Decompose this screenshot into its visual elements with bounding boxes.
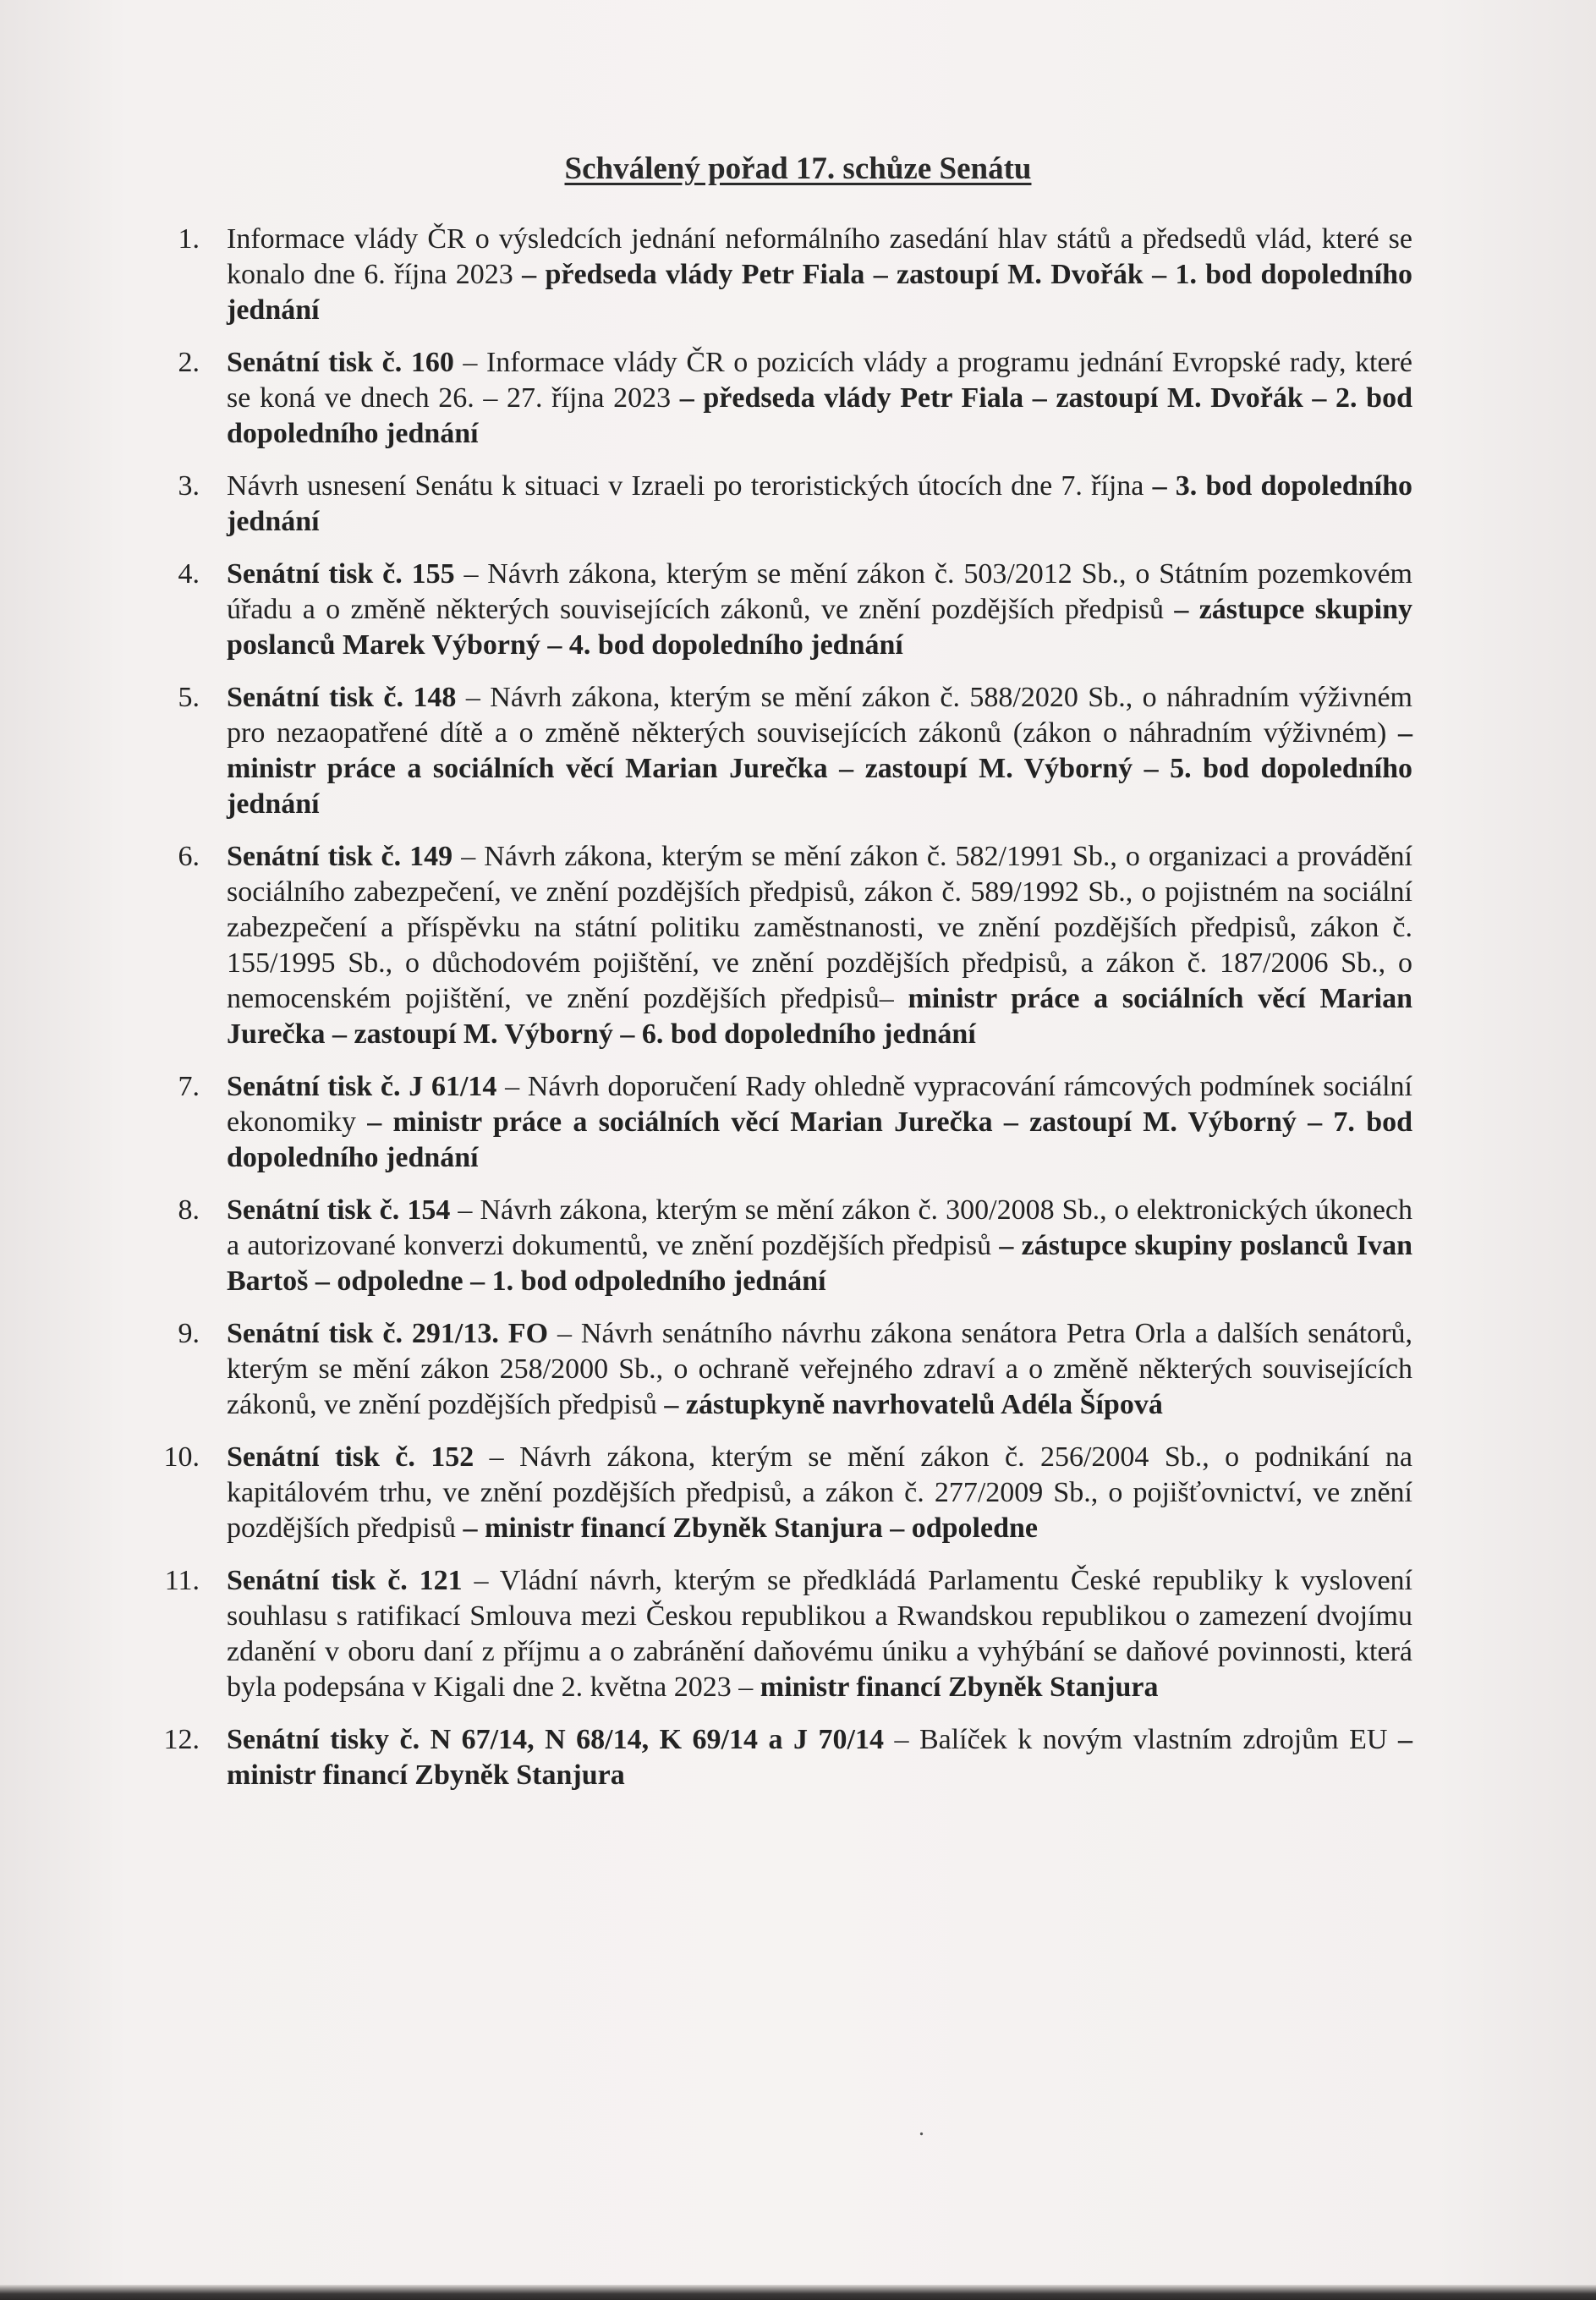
footer-mark: . (919, 2115, 924, 2141)
agenda-item-number: 3. (178, 470, 200, 502)
agenda-item (118, 557, 1412, 663)
agenda-item (118, 1193, 1412, 1299)
agenda-item-bold-text: Senátní tisk č. 152 (227, 1441, 474, 1473)
agenda-item-bold-text: – ministr financí Zbyněk Stanjura – odpoledne (463, 1512, 1039, 1544)
agenda-item-plain-text: – Návrh doporučení Rady ohledně vypracování rámcových podmínek sociální ekonomiky (227, 1071, 1412, 1138)
agenda-item-number: 7. (178, 1071, 200, 1102)
agenda-item-plain-text: – Návrh zákona, kterým se mění zákon č. 588/2020 Sb., o náhradním výživném pro nezaopatřené dítě a o změně některých souvisejících zákonů (zákon o náhradním výživném) (227, 682, 1412, 749)
agenda-item-bold-text: Senátní tisk č. J 61/14 (227, 1071, 497, 1102)
agenda-item-bold-text: – zástupce skupiny poslanců Marek Výborný – 4. bod dopoledního jednání (227, 594, 1413, 661)
agenda-item-text (227, 1565, 1412, 1703)
agenda-item-bold-text: ministr financí Zbyněk Stanjura (760, 1671, 1159, 1703)
agenda-item-text (227, 1318, 1412, 1420)
agenda-item-number: 9. (178, 1318, 200, 1349)
agenda-item-text (227, 470, 1412, 537)
agenda-item-text (227, 347, 1412, 449)
agenda-item-bold-text: Senátní tisk č. 160 (227, 347, 454, 378)
agenda-item-plain-text: – Vládní návrh, kterým se předkládá Parlamentu České republiky k vyslovení souhlasu s ratifikací Smlouva mezi Českou republikou a Rwandskou republikou o zamezení dvojímu zdanění v oboru daní z příjmu a o zabránění daňovému úniku a vyhýbání se daňové povinnosti, která byla podepsána v Kigali dne 2. května 2023 – (227, 1565, 1412, 1703)
agenda-item-number: 12. (163, 1724, 200, 1755)
agenda-item-number: 8. (178, 1194, 200, 1226)
agenda-item (118, 1563, 1412, 1705)
agenda-item-text (227, 1724, 1412, 1791)
agenda-item-text (227, 1071, 1412, 1173)
agenda-item-number: 2. (178, 347, 200, 378)
agenda-item-bold-text: Senátní tisk č. 154 (227, 1194, 451, 1226)
agenda-item-plain-text: Informace vlády ČR o výsledcích jednání neformálního zasedání hlav států a předsedů vlád, které se konalo dne 6. října 2023 (227, 223, 1412, 290)
agenda-item-bold-text: – ministr práce a sociálních věcí Marian Jurečka – zastoupí M. Výborný – 5. bod dopoledního jednání (227, 717, 1412, 820)
agenda-item-number: 1. (178, 223, 200, 255)
agenda-item-text (227, 841, 1412, 1050)
agenda-item-plain-text: – Návrh zákona, kterým se mění zákon č. 256/2004 Sb., o podnikání na kapitálovém trhu, ve znění pozdějších předpisů, a zákon č. 277/2009 Sb., o pojišťovnictví, ve znění pozdějších předpisů (227, 1441, 1412, 1544)
agenda-item (118, 1069, 1412, 1176)
agenda-item-text (227, 1194, 1412, 1297)
agenda-item (118, 469, 1412, 540)
page-title: Schválený pořad 17. schůze Senátu (564, 151, 1032, 186)
agenda-item-plain-text: – Balíček k novým vlastním zdrojům EU (883, 1724, 1398, 1755)
agenda-item-text (227, 558, 1412, 661)
agenda-item-plain-text: – Návrh zákona, kterým se mění zákon č. 582/1991 Sb., o organizaci a provádění sociálního zabezpečení, ve znění pozdějších předpisů, zákon č. 589/1992 Sb., o pojistném na sociální zabezpečení a příspěvku na státní politiku zaměstnanosti, ve znění pozdějších předpisů, zákon č. 155/1995 Sb., o důchodovém pojištění, ve znění pozdějších předpisů, a zákon č. 187/2006 Sb., o nemocenském pojištění, ve znění pozdějších předpisů– (227, 841, 1413, 1014)
agenda-item-number: 6. (178, 841, 200, 872)
agenda-item-bold-text: Senátní tisk č. 121 (227, 1565, 463, 1596)
agenda-item-bold-text: – předseda vlády Petr Fiala – zastoupí M. Dvořák – 1. bod dopoledního jednání (227, 259, 1412, 326)
agenda-item-plain-text: – Informace vlády ČR o pozicích vlády a programu jednání Evropské rady, které se koná ve dnech 26. – 27. října 2023 (227, 347, 1412, 414)
agenda-item-bold-text: ministr práce a sociálních věcí Marian Jurečka – zastoupí M. Výborný – 6. bod dopoledního jednání (227, 983, 1412, 1050)
agenda-item-text (227, 682, 1412, 820)
agenda-item-bold-text: – ministr práce a sociálních věcí Marian Jurečka – zastoupí M. Výborný – 7. bod dopoledního jednání (227, 1106, 1413, 1173)
agenda-item-bold-text: – zástupkyně navrhovatelů Adéla Šípová (664, 1389, 1163, 1420)
agenda-item (118, 1722, 1412, 1793)
agenda-item (118, 1316, 1412, 1423)
agenda-item-plain-text: – Návrh senátního návrhu zákona senátora Petra Orla a dalších senátorů, kterým se mění zákon 258/2000 Sb., o ochraně veřejného zdraví a o změně některých souvisejících zákonů, ve znění pozdějších předpisů (227, 1318, 1412, 1420)
agenda-item-bold-text: Senátní tisky č. N 67/14, N 68/14, K 69/14 a J 70/14 (227, 1724, 884, 1755)
agenda-item-plain-text: – Návrh zákona, kterým se mění zákon č. 300/2008 Sb., o elektronických úkonech a autorizované konverzi dokumentů, ve znění pozdějších předpisů (227, 1194, 1413, 1261)
agenda-item (118, 839, 1412, 1052)
agenda-item-bold-text: Senátní tisk č. 149 (227, 841, 453, 872)
agenda-item (118, 1440, 1412, 1546)
agenda-item (118, 345, 1412, 452)
agenda-item-bold-text: Senátní tisk č. 148 (227, 682, 457, 713)
agenda-item-bold-text: – 3. bod dopoledního jednání (227, 470, 1412, 537)
agenda-item-number: 11. (164, 1565, 200, 1596)
agenda-item-bold-text: Senátní tisk č. 155 (227, 558, 455, 590)
agenda-item-number: 5. (178, 682, 200, 713)
page-bottom-edge (0, 2285, 1596, 2300)
agenda-item-number: 10. (163, 1441, 200, 1473)
agenda-item-bold-text: – ministr financí Zbyněk Stanjura (227, 1724, 1412, 1791)
agenda-item-text (227, 223, 1412, 326)
agenda-item-number: 4. (178, 558, 200, 590)
agenda-item (118, 222, 1412, 328)
agenda-item-plain-text: Návrh usnesení Senátu k situaci v Izraeli po teroristických útocích dne 7. října (227, 470, 1153, 502)
agenda-item-bold-text: Senátní tisk č. 291/13. FO (227, 1318, 549, 1349)
agenda-item-text (227, 1441, 1412, 1544)
agenda-item-bold-text: – předseda vlády Petr Fiala – zastoupí M. Dvořák – 2. bod dopoledního jednání (227, 382, 1412, 449)
agenda-item (118, 680, 1412, 822)
agenda-item-plain-text: – Návrh zákona, kterým se mění zákon č. 503/2012 Sb., o Státním pozemkovém úřadu a o změně některých souvisejících zákonů, ve znění pozdějších předpisů (227, 558, 1412, 625)
agenda-item-bold-text: – zástupce skupiny poslanců Ivan Bartoš – odpoledne – 1. bod odpoledního jednání (227, 1230, 1412, 1297)
agenda-list (118, 222, 1412, 1810)
